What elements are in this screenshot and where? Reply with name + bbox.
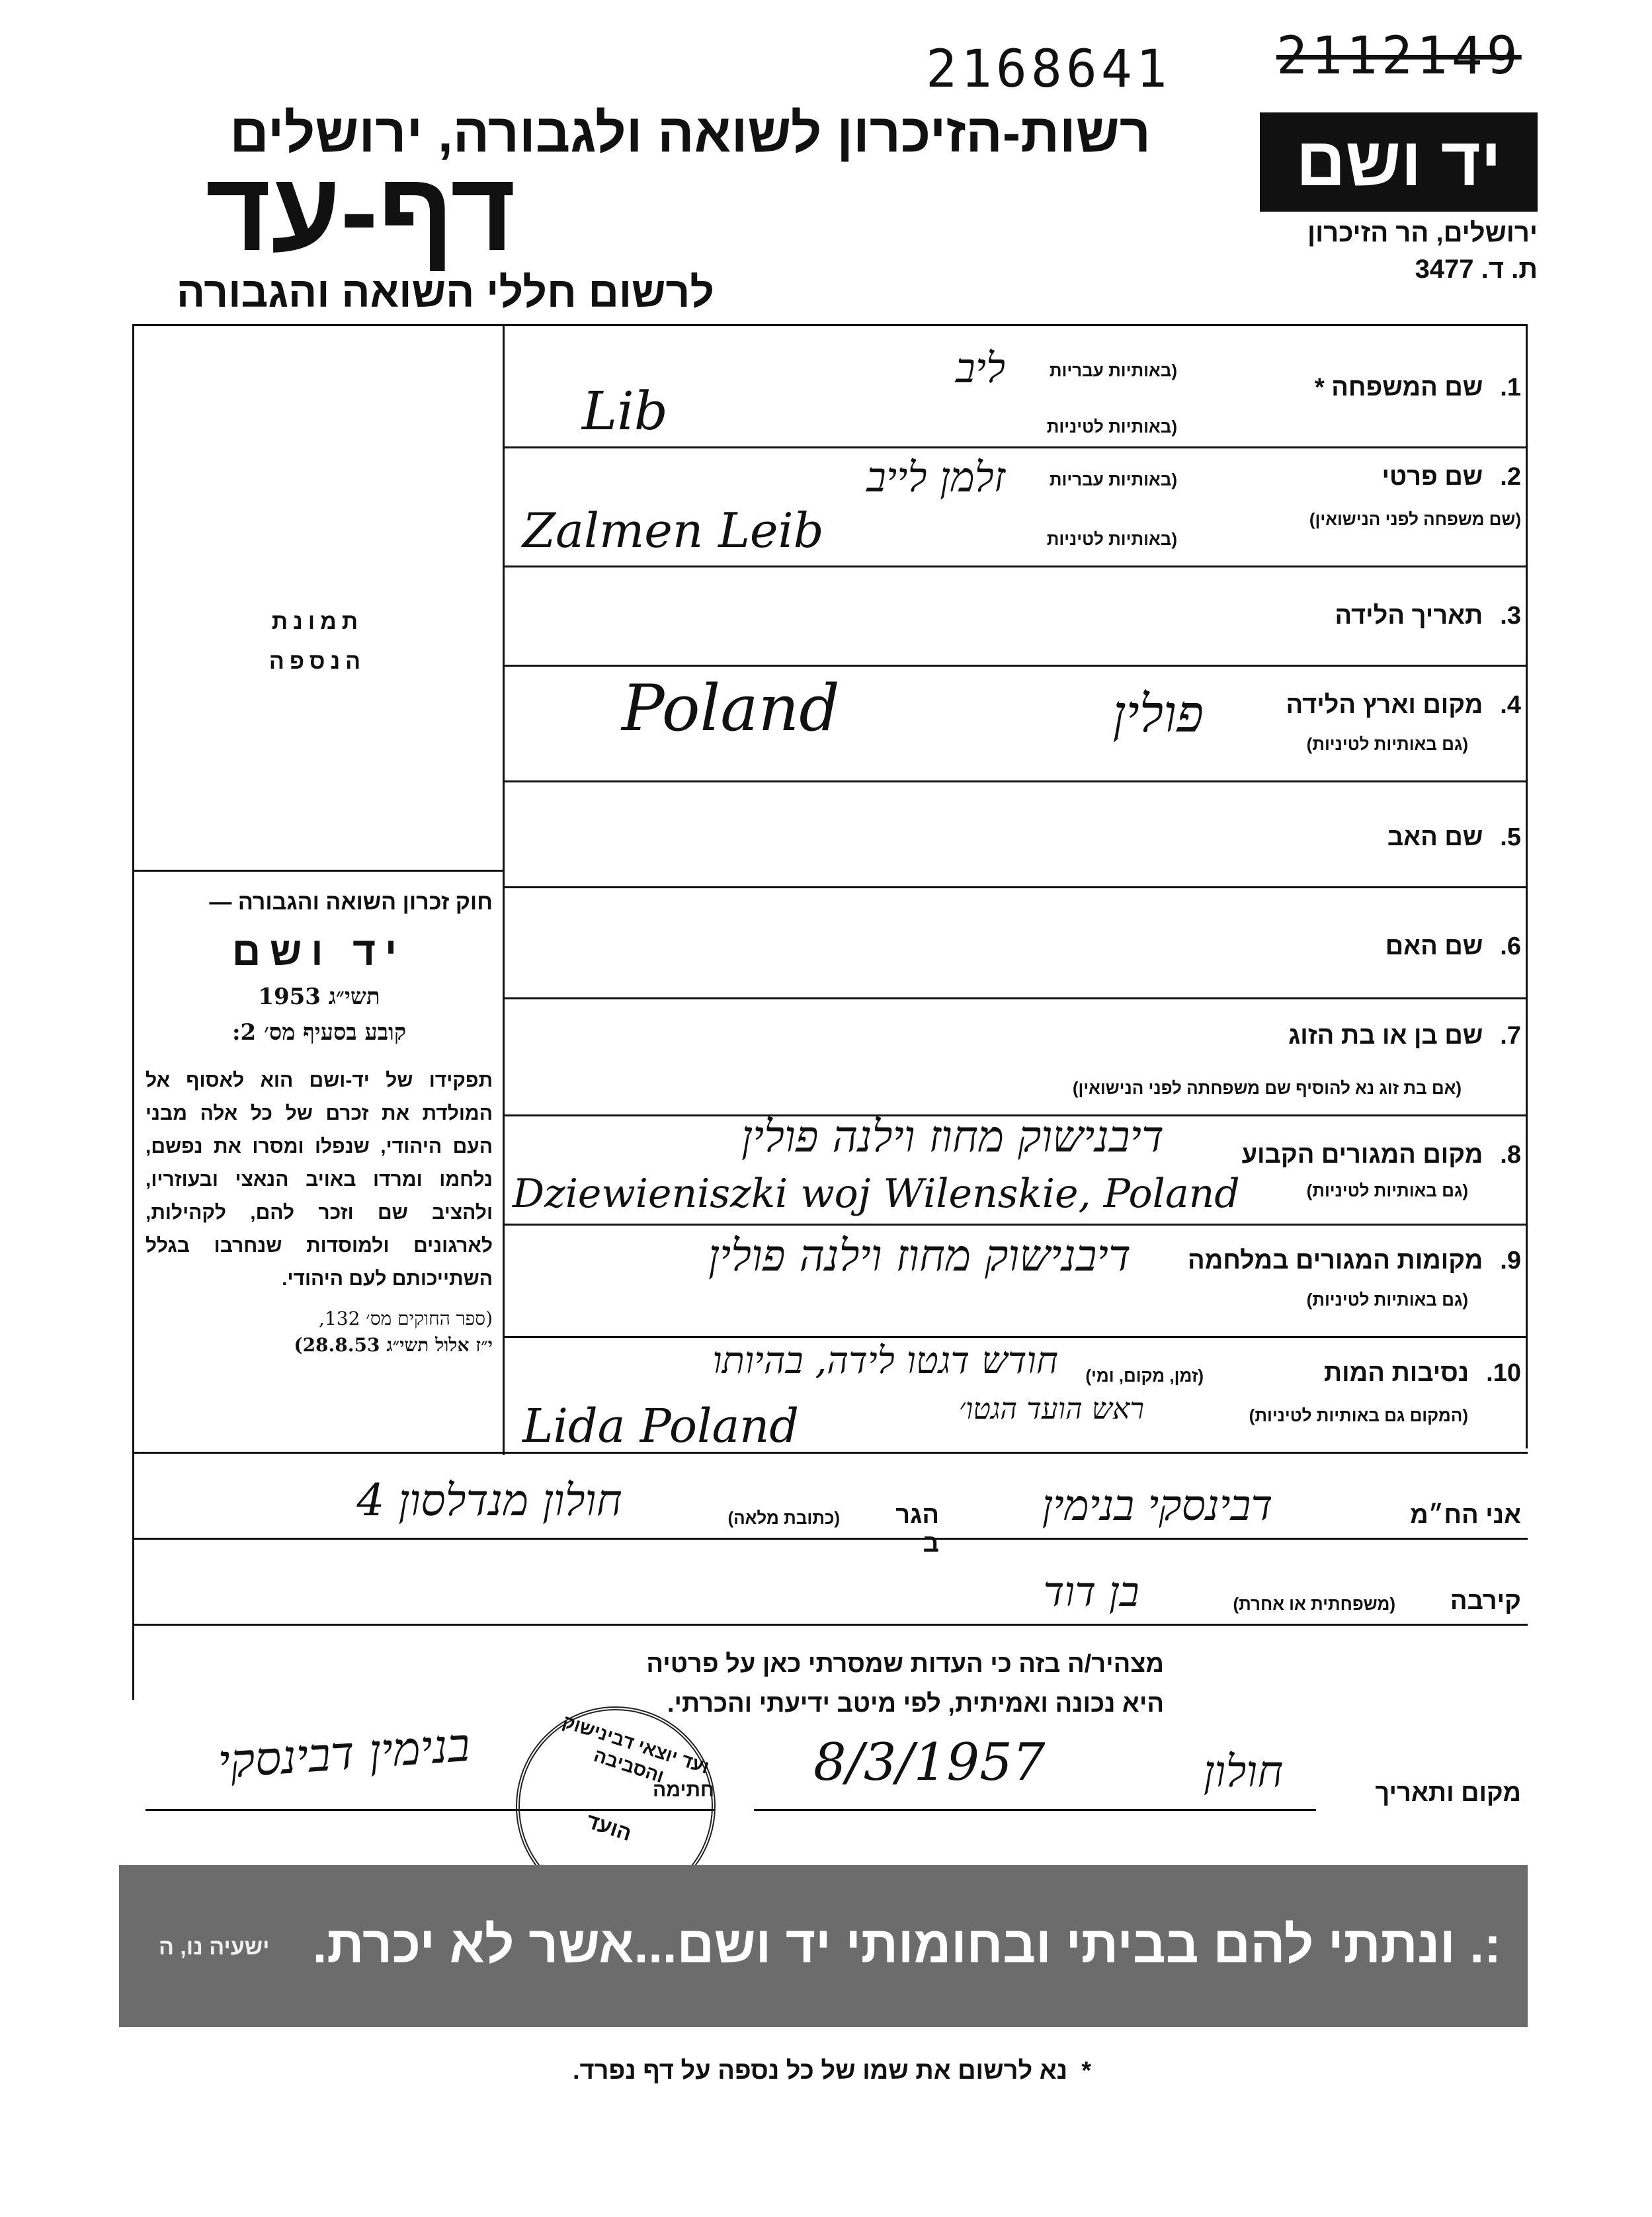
decl-relation-label: קירבה [1450, 1587, 1521, 1615]
decl-line2 [132, 1624, 1528, 1626]
field5-num: 5. [1500, 823, 1521, 851]
logo-text: יד ושם [1296, 123, 1502, 200]
photo-box-bottom [132, 870, 503, 872]
decl-relation-hint: (משפחתית או אחרת) [1233, 1594, 1395, 1614]
field10-value-hebrew2: ראש הועד הגטו׳ [958, 1392, 1144, 1426]
field5-label [1177, 823, 1521, 852]
frame-left [132, 324, 134, 1700]
decl-address-value: חולון מנדלסון 4 [356, 1475, 622, 1526]
field7-label [1124, 1022, 1521, 1050]
decl-signature-label: חתימה [652, 1779, 714, 1801]
photo-label [251, 602, 384, 681]
field8-sub: (גם באותיות לטיניות) [1306, 1181, 1468, 1200]
field1-value-latin: Lib [582, 380, 668, 442]
field8-num: 8. [1500, 1141, 1521, 1169]
stamp-text: ועד יוצאי דבינישוק והסביבה [559, 1710, 712, 1787]
column-divider [503, 324, 505, 1455]
law-body: תפקידו של יד-ושם הוא לאסוף אל המולדת את זכרם של כל אלה מבני העם היהודי, שנפלו ומסרו את נפשם, נלחמו ומרדו באויב הנאצי ובעוזריו, ולהציב שם וזכר להם, לקהילות, לארגונים ולמוסדות שנחרבו בגלל השתייכותם לעם היהודי. [145, 1069, 493, 1290]
field7-sub: (אם בת זוג נא להוסיף שם משפחתה לפני הנישואין) [1072, 1078, 1462, 1098]
field9-sub: (גם באותיות לטיניות) [1306, 1290, 1468, 1310]
field1-num: 1. [1500, 374, 1521, 401]
field4-num: 4. [1500, 691, 1521, 719]
row5-bottom [503, 886, 1528, 888]
field2-title: שם פרטי [1382, 463, 1483, 491]
field10-num: 10. [1486, 1359, 1521, 1387]
field9-value-hebrew: דיבנישוק מחוז וילנה פולין [708, 1230, 1131, 1281]
field2-num: 2. [1500, 463, 1521, 491]
law-title: חוק זכרון השואה והגבורה — [209, 890, 493, 915]
field8-value-hebrew: דיבנישוק מחוז וילנה פולין [741, 1111, 1164, 1162]
row1-bottom [503, 446, 1528, 448]
decl-place-date-label: מקום ותאריך [1375, 1779, 1521, 1807]
decl-address-hint: (כתובת מלאה) [727, 1508, 840, 1528]
field2-hint-latin: (באותיות לטיניות [1046, 529, 1177, 549]
field4-value-latin: Poland [622, 671, 840, 745]
law-box [145, 890, 493, 1357]
field5-title: שם האב [1387, 823, 1483, 851]
field3-label [1177, 602, 1521, 630]
law-name: יד ושם [231, 929, 407, 974]
field10-value-latin: Lida Poland [522, 1399, 800, 1453]
decl-statement-line2: היא נכונה ואמיתית, לפי מיטב ידיעתי והכרתי. [667, 1690, 1164, 1718]
field1-title: שם המשפחה * [1314, 374, 1483, 401]
footer-citation: ישעיה נו, ה [159, 1935, 270, 1960]
photo-label-line2: הנספה [268, 649, 366, 674]
row4-bottom [503, 780, 1528, 782]
row2-bottom [503, 565, 1528, 567]
field8-value-latin: Dziewieniszki woj Wilenskie, Poland [513, 1171, 1240, 1217]
frame-top [132, 324, 1528, 326]
yad-vashem-logo [1260, 112, 1538, 212]
decl-place-value: חולון [1203, 1746, 1284, 1797]
field4-label [1177, 691, 1521, 720]
row9-bottom [503, 1336, 1528, 1338]
decl-i-label: אני הח״מ [1410, 1501, 1521, 1529]
field9-label [1124, 1247, 1521, 1275]
decl-signature-value: בנימין דבינסקי [216, 1717, 472, 1790]
field7-num: 7. [1500, 1022, 1521, 1050]
field8-label [1124, 1141, 1521, 1169]
field3-num: 3. [1500, 602, 1521, 630]
field4-title: מקום וארץ הלידה [1286, 691, 1483, 719]
law-source: (ספר החוקים מס׳ 132, [319, 1308, 493, 1329]
law-date: י״ז אלול תשי״ג 28.8.53) [294, 1334, 493, 1356]
photo-label-line1: תמונת [271, 609, 364, 634]
field10-title: נסיבות המות [1323, 1359, 1469, 1387]
form-title: דף-עד [205, 149, 516, 274]
decl-resides-label: הגר ב [895, 1501, 939, 1558]
decl-place-date-line [754, 1809, 1316, 1811]
field10-value-hebrew: חודש דגטו לידה, בהיותו [712, 1339, 1058, 1382]
row6-bottom [503, 997, 1528, 999]
field2-label [1177, 463, 1521, 491]
serial-number-old: 2112149 [1276, 26, 1522, 86]
stamp-center: הועד [583, 1808, 635, 1846]
decl-relation-value: בן דוד [1043, 1568, 1139, 1616]
address-line2: ת. ד. 3477 [1415, 255, 1538, 284]
decl-statement-line1: מצהיר/ה בזה כי העדות שמסרתי כאן על פרטיה [646, 1650, 1164, 1678]
field2-sub: (שם משפחה לפני הנישואין) [1309, 509, 1521, 529]
field2-value-hebrew: זלמן לייב [866, 453, 1005, 501]
field9-num: 9. [1500, 1247, 1521, 1275]
field6-label [1177, 933, 1521, 961]
field2-value-latin: Zalmen Leib [522, 503, 824, 558]
decl-date-value: 8/3/1957 [813, 1733, 1046, 1792]
field4-sub: (גם באותיות לטיניות) [1306, 734, 1468, 754]
law-year: תשי״ג 1953 [258, 983, 380, 1010]
row10-bottom [132, 1452, 1528, 1454]
field1-hint-hebrew: (באותיות עבריות [1049, 360, 1177, 380]
field1-hint-latin: (באותיות לטיניות [1046, 417, 1177, 437]
footer-note-text: נא לרשום את שמו של כל נספה על דף נפרד. [572, 2057, 1068, 2085]
field3-title: תאריך הלידה [1335, 602, 1483, 630]
field1-value-hebrew: ליב [955, 344, 1005, 392]
row8-bottom [503, 1224, 1528, 1226]
footer-band [119, 1865, 1528, 2027]
decl-line1 [132, 1538, 1528, 1540]
field10-sub: (המקום גם באותיות לטיניות) [1249, 1405, 1468, 1425]
field10-label [1204, 1359, 1521, 1388]
field9-title: מקומות המגורים במלחמה [1188, 1247, 1483, 1275]
field4-value-hebrew: פולין [1112, 685, 1204, 744]
field6-title: שם האם [1385, 933, 1483, 960]
field6-num: 6. [1500, 933, 1521, 960]
field1-label [1177, 374, 1521, 402]
field7-title: שם בן או בת הזוג [1288, 1022, 1483, 1050]
row3-bottom [503, 665, 1528, 667]
asterisk-icon: * [1067, 2057, 1091, 2085]
field2-hint-hebrew: (באותיות עבריות [1049, 470, 1177, 489]
law-clause: קובע בסעיף מס׳ 2: [231, 1019, 407, 1046]
footer-note [463, 2057, 1091, 2085]
field8-title: מקום המגורים הקבוע [1241, 1141, 1483, 1169]
field10-hint: (זמן, מקום, ומי) [1085, 1366, 1204, 1386]
serial-number: 2168641 [926, 40, 1171, 99]
form-subtitle: לרשום חללי השואה והגבורה [176, 269, 714, 316]
address-line1: ירושלים, הר הזיכרון [1307, 218, 1538, 247]
org-title: רשות-הזיכרון לשואה ולגבורה, ירושלים [229, 103, 1151, 163]
footer-quote: :. ונתתי להם בביתי ובחומותי יד ושם...אשר לא יכרת. [312, 1915, 1501, 1974]
decl-signer: דבינסקי בנימין [1042, 1482, 1273, 1530]
